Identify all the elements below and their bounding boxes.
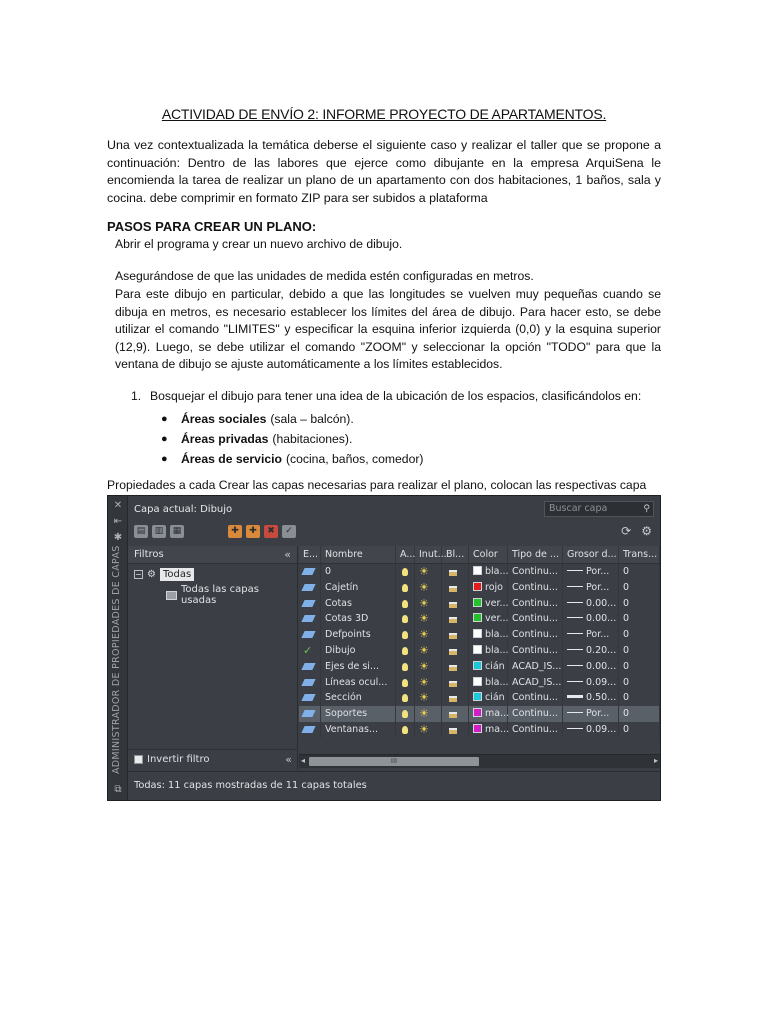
layer-freeze-cell[interactable] bbox=[415, 722, 442, 738]
layer-on-cell[interactable] bbox=[396, 627, 415, 643]
bullet-rest: (sala – balcón). bbox=[270, 412, 354, 426]
layer-transparency-cell[interactable]: 0 bbox=[619, 659, 660, 675]
sun-icon: ☀ bbox=[419, 707, 429, 721]
sun-icon: ☀ bbox=[419, 659, 429, 673]
lightbulb-icon bbox=[402, 726, 408, 734]
invert-filter-row bbox=[128, 749, 298, 769]
lightbulb-icon bbox=[402, 600, 408, 608]
lightbulb-icon bbox=[402, 663, 408, 671]
sun-icon: ☀ bbox=[419, 691, 429, 705]
scroll-left-icon[interactable]: ◂ bbox=[301, 756, 306, 765]
grid-header bbox=[299, 546, 660, 564]
lock-icon bbox=[449, 586, 457, 592]
layer-lock-cell[interactable] bbox=[442, 690, 469, 706]
layer-linetype-cell[interactable]: ACAD_IS... bbox=[508, 675, 563, 691]
layer-name-cell[interactable]: Defpoints bbox=[321, 627, 396, 643]
layer-transparency-cell[interactable]: 0 bbox=[619, 722, 660, 738]
layer-color-label: ver... bbox=[485, 597, 509, 609]
sun-icon: ☀ bbox=[419, 612, 429, 626]
layer-status-cell[interactable] bbox=[299, 643, 321, 659]
layer-name-cell[interactable]: Soportes bbox=[321, 706, 396, 722]
layer-icon bbox=[301, 615, 315, 622]
layer-freeze-cell[interactable] bbox=[415, 675, 442, 691]
layer-freeze-cell[interactable] bbox=[415, 611, 442, 627]
new-layer-icon[interactable]: ✚ bbox=[228, 525, 242, 538]
table-row[interactable] bbox=[299, 675, 660, 691]
layer-icon bbox=[301, 679, 315, 686]
layer-on-cell[interactable] bbox=[396, 690, 415, 706]
layer-color-label: cián bbox=[485, 660, 505, 672]
filters-header bbox=[128, 546, 297, 564]
bullet-item bbox=[161, 429, 423, 449]
lightbulb-icon bbox=[402, 584, 408, 592]
layer-freeze-cell[interactable] bbox=[415, 706, 442, 722]
grid-rows bbox=[299, 564, 660, 738]
lock-icon bbox=[449, 649, 457, 655]
table-row[interactable] bbox=[299, 722, 660, 738]
sun-icon: ☀ bbox=[419, 722, 429, 736]
item-number: 1. bbox=[131, 389, 142, 403]
lineweight-sample bbox=[567, 712, 583, 713]
table-row[interactable] bbox=[299, 611, 660, 627]
sun-icon: ☀ bbox=[419, 596, 429, 610]
layer-color-cell[interactable] bbox=[469, 580, 508, 596]
step-open-paragraph: Abrir el programa y crear un nuevo archivo de dibujo. bbox=[115, 237, 403, 251]
lock-icon bbox=[449, 681, 457, 687]
search-placeholder: Buscar capa bbox=[549, 503, 608, 514]
layer-lock-cell[interactable] bbox=[442, 596, 469, 612]
lineweight-sample bbox=[567, 665, 583, 666]
layer-linetype-cell[interactable]: Continu... bbox=[508, 690, 563, 706]
layer-name-cell[interactable]: Cotas bbox=[321, 596, 396, 612]
lineweight-sample bbox=[567, 649, 583, 650]
sun-icon: ☀ bbox=[419, 628, 429, 642]
layer-lineweight-label: Por... bbox=[586, 566, 610, 577]
settings-icon[interactable]: ⚙ bbox=[641, 524, 652, 538]
refresh-icon[interactable]: ⟳ bbox=[621, 524, 632, 538]
layer-transparency-cell[interactable]: 0 bbox=[619, 675, 660, 691]
layer-states-manager-icon[interactable]: ▦ bbox=[170, 525, 184, 538]
lineweight-sample bbox=[567, 570, 583, 571]
color-swatch bbox=[473, 708, 482, 717]
bullet-dot-icon: ● bbox=[161, 453, 168, 465]
lightbulb-icon bbox=[402, 631, 408, 639]
layer-transparency-cell[interactable]: 0 bbox=[619, 580, 660, 596]
step-units-paragraph: Asegurándose de que las unidades de medida estén configuradas en metros. bbox=[115, 269, 534, 283]
sun-icon: ☀ bbox=[419, 643, 429, 657]
layer-status-cell[interactable] bbox=[299, 690, 321, 706]
layer-linetype-cell[interactable]: Continu... bbox=[508, 564, 563, 580]
filter-list-icon bbox=[166, 591, 177, 600]
layer-icon bbox=[301, 584, 315, 591]
layer-lineweight-cell[interactable] bbox=[563, 722, 619, 738]
layer-color-cell[interactable] bbox=[469, 722, 508, 738]
layer-transparency-cell[interactable]: 0 bbox=[619, 627, 660, 643]
layer-on-cell[interactable] bbox=[396, 706, 415, 722]
layer-color-cell[interactable] bbox=[469, 706, 508, 722]
layer-color-label: bla... bbox=[485, 644, 509, 656]
color-swatch bbox=[473, 661, 482, 670]
layer-freeze-cell[interactable] bbox=[415, 690, 442, 706]
layer-color-label: ma... bbox=[485, 723, 510, 735]
table-row[interactable] bbox=[299, 690, 660, 706]
layer-on-cell[interactable] bbox=[396, 675, 415, 691]
layer-status-cell[interactable] bbox=[299, 722, 321, 738]
close-icon[interactable]: ✕ bbox=[113, 500, 123, 511]
layer-name-cell[interactable]: Ventanas... bbox=[321, 722, 396, 738]
layer-status-cell[interactable] bbox=[299, 659, 321, 675]
layer-color-cell[interactable] bbox=[469, 564, 508, 580]
layer-name-cell[interactable]: Dibujo bbox=[321, 643, 396, 659]
col-lineweight[interactable]: Grosor d... bbox=[563, 546, 619, 563]
new-property-filter-icon[interactable]: ▤ bbox=[134, 525, 148, 538]
lock-icon bbox=[449, 712, 457, 718]
layer-lineweight-label: 0.50... bbox=[586, 692, 617, 704]
layer-color-cell[interactable] bbox=[469, 627, 508, 643]
color-swatch bbox=[473, 582, 482, 591]
layer-linetype-cell[interactable]: Continu... bbox=[508, 627, 563, 643]
sun-icon: ☀ bbox=[419, 580, 429, 594]
color-swatch bbox=[473, 692, 482, 701]
layer-lineweight-cell[interactable] bbox=[563, 706, 619, 722]
layer-status-cell[interactable] bbox=[299, 564, 321, 580]
col-lock[interactable]: Bl... bbox=[442, 546, 469, 563]
collapse-icon[interactable]: « bbox=[285, 753, 292, 766]
color-swatch bbox=[473, 566, 482, 575]
layer-icon bbox=[301, 631, 315, 638]
filters-pane bbox=[128, 546, 298, 770]
layer-lock-cell[interactable] bbox=[442, 643, 469, 659]
layer-lineweight-cell[interactable] bbox=[563, 580, 619, 596]
lineweight-sample bbox=[567, 633, 583, 634]
sun-icon: ☀ bbox=[419, 675, 429, 689]
layer-name-cell[interactable]: Sección bbox=[321, 690, 396, 706]
layer-linetype-cell[interactable]: Continu... bbox=[508, 611, 563, 627]
layer-linetype-cell[interactable]: Continu... bbox=[508, 596, 563, 612]
layer-properties-manager bbox=[107, 495, 661, 801]
bullet-rest: (habitaciones). bbox=[272, 432, 353, 446]
layer-color-cell[interactable] bbox=[469, 643, 508, 659]
search-icon: ⚲ bbox=[643, 504, 650, 514]
layer-grid bbox=[299, 546, 660, 754]
layer-status-cell[interactable] bbox=[299, 706, 321, 722]
col-on[interactable]: A... bbox=[396, 546, 415, 563]
new-vp-frozen-layer-icon[interactable]: ✚ bbox=[246, 525, 260, 538]
right-toolbar bbox=[621, 524, 652, 538]
color-swatch bbox=[473, 724, 482, 733]
lock-icon bbox=[449, 617, 457, 623]
layer-status-cell[interactable] bbox=[299, 611, 321, 627]
layer-color-cell[interactable] bbox=[469, 611, 508, 627]
table-row[interactable] bbox=[299, 596, 660, 612]
lightbulb-icon bbox=[402, 647, 408, 655]
lock-icon bbox=[449, 570, 457, 576]
table-row[interactable] bbox=[299, 643, 660, 659]
panel-toolbar bbox=[128, 496, 660, 546]
layer-linetype-cell[interactable]: Continu... bbox=[508, 706, 563, 722]
bullet-rest: (cocina, baños, comedor) bbox=[285, 452, 424, 466]
table-row[interactable] bbox=[299, 627, 660, 643]
layer-icon bbox=[301, 726, 315, 733]
layer-lineweight-label: Por... bbox=[586, 581, 610, 593]
lineweight-sample bbox=[567, 695, 583, 698]
lock-icon bbox=[449, 728, 457, 734]
bullet-dot-icon: ● bbox=[161, 433, 168, 445]
color-swatch bbox=[473, 677, 482, 686]
col-name[interactable]: Nombre bbox=[321, 546, 396, 563]
layer-name-cell[interactable]: 0 bbox=[321, 564, 396, 580]
set-current-icon[interactable]: ✓ bbox=[282, 525, 296, 538]
lock-icon bbox=[449, 602, 457, 608]
layer-lineweight-cell[interactable] bbox=[563, 675, 619, 691]
lightbulb-icon bbox=[402, 694, 408, 702]
layer-lineweight-label: 0.20... bbox=[586, 644, 617, 656]
panel-side-strip bbox=[108, 496, 128, 800]
layer-color-label: cián bbox=[485, 692, 505, 704]
numbered-item bbox=[131, 389, 641, 403]
panel-side-title: ADMINISTRADOR DE PROPIEDADES DE CAPAS bbox=[111, 545, 122, 774]
figure-caption: Propiedades a cada Crear las capas necesarias para realizar el plano, colocan las respectivas capa bbox=[107, 478, 647, 492]
lineweight-sample bbox=[567, 586, 583, 587]
filter-all-label: Todas bbox=[160, 568, 194, 581]
invert-filter-label: Invertir filtro bbox=[147, 754, 210, 765]
lock-icon bbox=[449, 633, 457, 639]
layer-on-cell[interactable] bbox=[396, 580, 415, 596]
layer-icon bbox=[301, 600, 315, 607]
lightbulb-icon bbox=[402, 615, 408, 623]
layer-lineweight-cell[interactable] bbox=[563, 690, 619, 706]
col-transparency[interactable]: Trans... bbox=[619, 546, 660, 563]
col-freeze[interactable]: Inut... bbox=[415, 546, 442, 563]
sun-icon: ☀ bbox=[419, 565, 429, 578]
color-swatch bbox=[473, 598, 482, 607]
filter-all-node[interactable] bbox=[134, 568, 194, 581]
layer-lineweight-cell[interactable] bbox=[563, 611, 619, 627]
toolbar-buttons bbox=[134, 525, 296, 538]
layer-on-cell[interactable] bbox=[396, 722, 415, 738]
layer-name-cell[interactable]: Cajetín bbox=[321, 580, 396, 596]
layer-lock-cell[interactable] bbox=[442, 675, 469, 691]
layer-on-cell[interactable] bbox=[396, 564, 415, 580]
color-swatch bbox=[473, 629, 482, 638]
bullet-bold: Áreas sociales bbox=[181, 412, 267, 426]
lock-icon bbox=[449, 696, 457, 702]
properties-icon[interactable]: ✱ bbox=[113, 532, 123, 543]
layer-on-cell[interactable] bbox=[396, 659, 415, 675]
col-linetype[interactable]: Tipo de ... bbox=[508, 546, 563, 563]
lineweight-sample bbox=[567, 681, 583, 682]
lineweight-sample bbox=[567, 602, 583, 603]
layer-name-cell[interactable]: Ejes de si... bbox=[321, 659, 396, 675]
lineweight-sample bbox=[567, 728, 583, 729]
col-status[interactable]: E... bbox=[299, 546, 321, 563]
layer-lineweight-label: 0.00... bbox=[586, 660, 617, 672]
filters-header-label: Filtros bbox=[134, 549, 164, 560]
layer-lineweight-label: Por... bbox=[586, 708, 610, 720]
step-limits-paragraph: Para este dibujo en particular, debido a que las longitudes se vuelven muy pequeñas cuando se dibuja en metros, es necesario establecer los límites del área de dibujo. Para hacer esto, se debe utilizar el comando "LIMITES" y especificar la esquina inferior izquierda (0,0) y la esquina superior (12,9). Luego, se debe utilizar el comando "ZOOM" y seleccionar la opción "TODO" para que la ventana de dibujo se ajuste automáticamente a los límites establecidos. bbox=[115, 287, 661, 371]
layer-on-cell[interactable] bbox=[396, 596, 415, 612]
layer-color-label: bla... bbox=[485, 676, 509, 688]
layer-linetype-cell[interactable]: Continu... bbox=[508, 722, 563, 738]
layer-transparency-cell[interactable]: 0 bbox=[619, 596, 660, 612]
steps-heading: PASOS PARA CREAR UN PLANO: bbox=[107, 219, 317, 234]
layer-lock-cell[interactable] bbox=[442, 627, 469, 643]
layer-lineweight-cell[interactable] bbox=[563, 643, 619, 659]
filter-icon: ⚙ bbox=[147, 569, 156, 580]
layer-lineweight-label: 0.00... bbox=[586, 597, 617, 609]
layer-color-cell[interactable] bbox=[469, 659, 508, 675]
layer-transparency-cell[interactable]: 0 bbox=[619, 706, 660, 722]
layer-lock-cell[interactable] bbox=[442, 580, 469, 596]
layer-status-cell[interactable] bbox=[299, 675, 321, 691]
layer-icon bbox=[301, 663, 315, 670]
lock-icon bbox=[449, 665, 457, 671]
new-group-filter-icon[interactable]: ▥ bbox=[152, 525, 166, 538]
layer-lock-cell[interactable] bbox=[442, 659, 469, 675]
layer-transparency-cell[interactable]: 0 bbox=[619, 643, 660, 659]
current-layer-check-icon: ✓ bbox=[303, 643, 313, 657]
document-title: ACTIVIDAD DE ENVÍO 2: INFORME PROYECTO DE APARTAMENTOS. bbox=[161, 106, 607, 122]
layer-freeze-cell[interactable] bbox=[415, 564, 442, 580]
layer-color-label: bla... bbox=[485, 629, 509, 641]
table-row[interactable] bbox=[299, 564, 660, 580]
bullet-list bbox=[161, 409, 423, 469]
layer-state-icon[interactable]: ⧉ bbox=[114, 784, 122, 795]
bullet-bold: Áreas privadas bbox=[181, 432, 269, 446]
layer-lineweight-label: 0.00... bbox=[586, 613, 617, 625]
horizontal-scrollbar[interactable] bbox=[299, 754, 660, 768]
layer-lock-cell[interactable] bbox=[442, 611, 469, 627]
layer-transparency-cell[interactable]: 0 bbox=[619, 690, 660, 706]
status-bar: Todas: 11 capas mostradas de 11 capas totales bbox=[128, 771, 660, 800]
layer-freeze-cell[interactable] bbox=[415, 580, 442, 596]
layer-lineweight-cell[interactable] bbox=[563, 659, 619, 675]
layer-lineweight-label: Por... bbox=[586, 629, 610, 641]
filter-used-node[interactable] bbox=[166, 584, 297, 606]
layer-color-label: ma... bbox=[485, 708, 510, 720]
col-color[interactable]: Color bbox=[469, 546, 508, 563]
invert-filter-checkbox[interactable] bbox=[134, 755, 143, 764]
layer-name-cell[interactable]: Líneas ocul... bbox=[321, 675, 396, 691]
layer-freeze-cell[interactable] bbox=[415, 596, 442, 612]
layer-lock-cell[interactable] bbox=[442, 706, 469, 722]
layer-status-cell[interactable] bbox=[299, 627, 321, 643]
layer-on-cell[interactable] bbox=[396, 611, 415, 627]
layer-transparency-cell[interactable]: 0 bbox=[619, 611, 660, 627]
layer-icon bbox=[301, 710, 315, 717]
layer-name-cell[interactable]: Cotas 3D bbox=[321, 611, 396, 627]
table-row[interactable] bbox=[299, 659, 660, 675]
table-row[interactable] bbox=[299, 706, 660, 722]
bullet-bold: Áreas de servicio bbox=[181, 452, 282, 466]
lightbulb-icon bbox=[402, 568, 408, 576]
layer-freeze-cell[interactable] bbox=[415, 659, 442, 675]
layer-status-cell[interactable] bbox=[299, 596, 321, 612]
table-row[interactable] bbox=[299, 580, 660, 596]
layer-icon bbox=[301, 694, 315, 701]
intro-paragraph: Una vez contextualizada la temática deberse el siguiente caso y realizar el taller que se propone a continuación: Dentro de las labores que ejerce como dibujante en la empresa ArquiSena le encomienda la tarea de realizar un plano de un apartamento con dos habitaciones, 1 baños, sala y cocina. debe comprimir en formato ZIP para ser subidos a plataforma bbox=[107, 138, 661, 205]
color-swatch bbox=[473, 613, 482, 622]
layer-icon bbox=[301, 568, 315, 575]
filter-used-label: Todas las capas usadas bbox=[180, 584, 259, 606]
current-layer-label: Capa actual: Dibujo bbox=[134, 504, 233, 515]
layer-freeze-cell[interactable] bbox=[415, 627, 442, 643]
layer-freeze-cell[interactable] bbox=[415, 643, 442, 659]
lightbulb-icon bbox=[402, 710, 408, 718]
bullet-item bbox=[161, 409, 423, 429]
layer-lineweight-label: 0.09... bbox=[586, 723, 617, 735]
layer-color-label: rojo bbox=[485, 581, 503, 593]
layer-color-label: ver... bbox=[485, 613, 509, 625]
layer-on-cell[interactable] bbox=[396, 643, 415, 659]
layer-color-cell[interactable] bbox=[469, 596, 508, 612]
lightbulb-icon bbox=[402, 679, 408, 687]
autohide-icon[interactable]: ⇤ bbox=[113, 516, 123, 527]
lineweight-sample bbox=[567, 617, 583, 618]
layer-transparency-cell[interactable]: 0 bbox=[619, 564, 660, 580]
layer-lineweight-cell[interactable] bbox=[563, 627, 619, 643]
search-input[interactable] bbox=[544, 501, 654, 517]
layer-linetype-cell[interactable]: ACAD_IS... bbox=[508, 659, 563, 675]
scroll-right-icon[interactable]: ▸ bbox=[653, 756, 658, 765]
layer-linetype-cell[interactable]: Continu... bbox=[508, 643, 563, 659]
layer-color-cell[interactable] bbox=[469, 690, 508, 706]
scroll-thumb[interactable]: III bbox=[309, 757, 479, 766]
layer-lock-cell[interactable] bbox=[442, 722, 469, 738]
color-swatch bbox=[473, 645, 482, 654]
layer-color-label: bla... bbox=[485, 566, 509, 577]
layer-lineweight-label: 0.09... bbox=[586, 676, 617, 688]
delete-layer-icon[interactable]: ✖ bbox=[264, 525, 278, 538]
layer-lineweight-cell[interactable] bbox=[563, 564, 619, 580]
bullet-item bbox=[161, 449, 423, 469]
layer-color-cell[interactable] bbox=[469, 675, 508, 691]
layer-lineweight-cell[interactable] bbox=[563, 596, 619, 612]
item-text: Bosquejar el dibujo para tener una idea de la ubicación de los espacios, clasificándolos en: bbox=[150, 389, 642, 403]
tree-expand-icon[interactable]: − bbox=[135, 570, 142, 579]
collapse-icon[interactable]: « bbox=[284, 548, 291, 561]
layer-lock-cell[interactable] bbox=[442, 564, 469, 580]
bullet-dot-icon: ● bbox=[161, 413, 168, 425]
layer-linetype-cell[interactable]: Continu... bbox=[508, 580, 563, 596]
layer-status-cell[interactable] bbox=[299, 580, 321, 596]
